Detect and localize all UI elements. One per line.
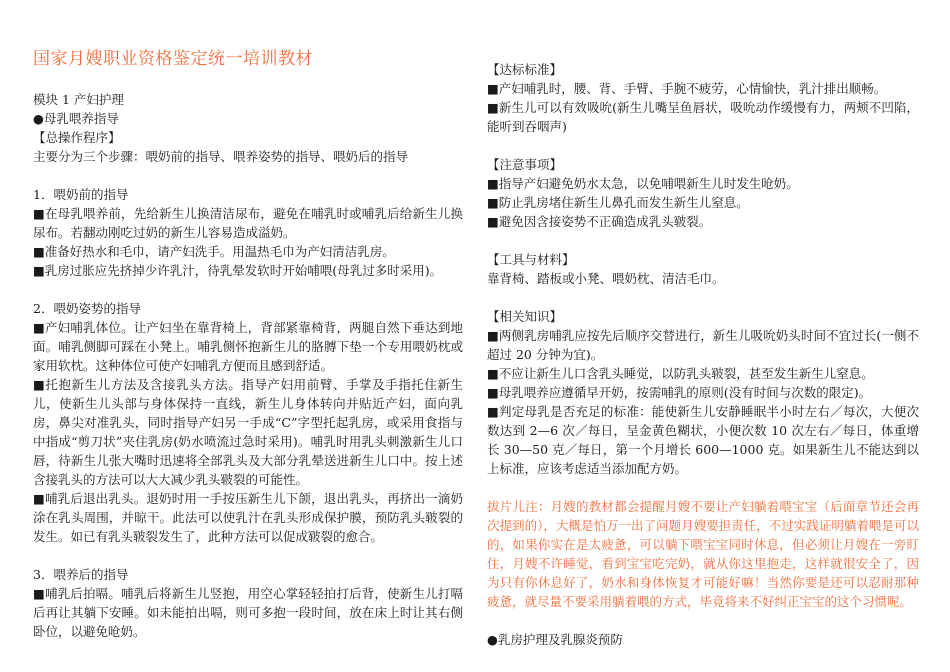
section2-item: ■产妇哺乳体位。让产妇坐在靠背椅上，背部紧靠椅背，两腿自然下垂达到地面。哺乳侧脚可踩在小凳上。哺乳侧怀抱新生儿的胳膊下垫一个专用喂奶枕或家用软枕。这种体位可使产妇哺乳方便而且感到舒适。 [33,320,463,373]
section3-item: ■哺乳后拍嗝。哺乳后将新生儿竖抱，用空心掌轻轻拍打后背，使新生儿打嗝后再让其躺下安睡。如未能拍出嗝，则可多抱一段时间，放在床上时让其右侧卧位，以避免呛奶。 [33,586,463,639]
section3-heading: 3．喂养后的指导 [33,567,129,582]
caution-item: ■避免因含接姿势不正确造成乳头皲裂。 [487,214,712,229]
page-title: 国家月嫂职业资格鉴定统一培训教材 [33,49,313,69]
left-column [33,90,463,641]
procedure-text: 主要分为三个步骤：喂奶前的指导、喂养姿势的指导、喂奶后的指导 [33,149,409,164]
knowledge-heading: 【相关知识】 [487,309,563,324]
knowledge-item: ■判定母乳是否充足的标准：能使新生儿安静睡眠半小时左右／每次，大便次数达到 2—6 次／每日，呈金黄色糊状，小便次数 10 次左右／每日，体重增长 30—50 克／每日，第一个月增长 600—1000 克。如果新生儿不能达到以上标准，应该考虑适当添加配方奶。 [487,404,919,476]
right-column [487,60,919,649]
caution-heading: 【注意事项】 [487,157,563,172]
caution-item: ■指导产妇避免奶水太急，以免哺喂新生儿时发生呛奶。 [487,176,799,191]
section1-item: ■乳房过胀应先挤掉少许乳汁，待乳晕发软时开始哺喂(母乳过多时采用)。 [33,263,443,278]
knowledge-item: ■不应让新生儿口含乳头睡觉，以防乳头皲裂，甚至发生新生儿窒息。 [487,366,874,381]
section2-heading: 2．喂奶姿势的指导 [33,301,141,316]
caution-item: ■防止乳房堵住新生儿鼻孔而发生新生儿窒息。 [487,195,749,210]
procedure-heading: 【总操作程序】 [33,130,121,145]
section1-item: ■在母乳喂养前，先给新生儿换清洁尿布，避免在哺乳时或哺乳后给新生儿换尿布。若翻动刚吃过奶的新生儿容易造成溢奶。 [33,206,463,240]
knowledge-item: ■两侧乳房哺乳应按先后顺序交替进行，新生儿吸吮奶头时间不宜过长(一侧不超过 20 分钟为宜)。 [487,328,919,362]
next-topic-label: ●乳房护理及乳腺炎预防 [487,632,623,647]
section1-item: ■准备好热水和毛巾，请产妇洗手。用温热毛巾为产妇清洁乳房。 [33,244,395,259]
standard-heading: 【达标标准】 [487,62,563,77]
section1-heading: 1．喂奶前的指导 [33,187,129,202]
topic-label: ●母乳喂养指导 [33,111,119,126]
tools-text: 靠背椅、踏板或小凳、喂奶枕、清洁毛巾。 [487,271,725,286]
knowledge-item: ■母乳喂养应遵循早开奶，按需哺乳的原则(没有时间与次数的限定)。 [487,385,872,400]
module-label: 模块 1 产妇护理 [33,92,124,107]
tools-heading: 【工具与材料】 [487,252,575,267]
section2-item: ■托抱新生儿方法及含接乳头方法。指导产妇用前臂、手掌及手指托住新生儿，使新生儿头部与身体保持一直线，新生儿身体转向并贴近产妇，面向乳房，鼻尖对准乳头，同时指导产妇另一手成“C”字型托起乳房，或采用食指与中指成“剪刀状”夹住乳房(奶水喷流过急时采用)。哺乳时用乳头刺激新生儿口唇，待新生儿张大嘴时迅速将全部乳头及大部分乳晕送进新生儿口中。按上述含接乳头的方法可以大大减少乳头皲裂的可能性。 [33,377,463,487]
section2-item: ■哺乳后退出乳头。退奶时用一手按压新生儿下颌，退出乳头，再挤出一滴奶涂在乳头周围，并晾干。此法可以使乳汁在乳头形成保护膜，预防乳头皲裂的发生。如已有乳头皲裂发生了，此种方法可以促成皲裂的愈合。 [33,491,463,544]
editor-note: 拔片儿注：月嫂的教材都会提醒月嫂不要让产妇躺着喂宝宝（后面章节还会再次提到的），大概是怕万一出了问题月嫂要担责任，不过实践证明躺着喂是可以的，如果你实在是太疲惫，可以躺下喂宝宝同时休息，但必须让月嫂在一旁盯住，月嫂不许睡觉，看到宝宝吃完奶，就从你这里抱走，这样就很安全了，因为只有你休息好了，奶水和身体恢复才可能好嘛！当然你要是还可以忍耐那种疲惫，就尽量不要采用躺着喂的方式，毕竟将来不好纠正宝宝的这个习惯呢。 [487,499,919,609]
standard-item: ■产妇哺乳时，腰、背、手臂、手腕不疲劳，心情愉快，乳汁排出顺畅。 [487,81,887,96]
standard-item: ■新生儿可以有效吸吮(新生儿嘴呈鱼唇状，吸吮动作缓慢有力，两颊不凹陷，能听到吞咽声) [487,100,919,134]
